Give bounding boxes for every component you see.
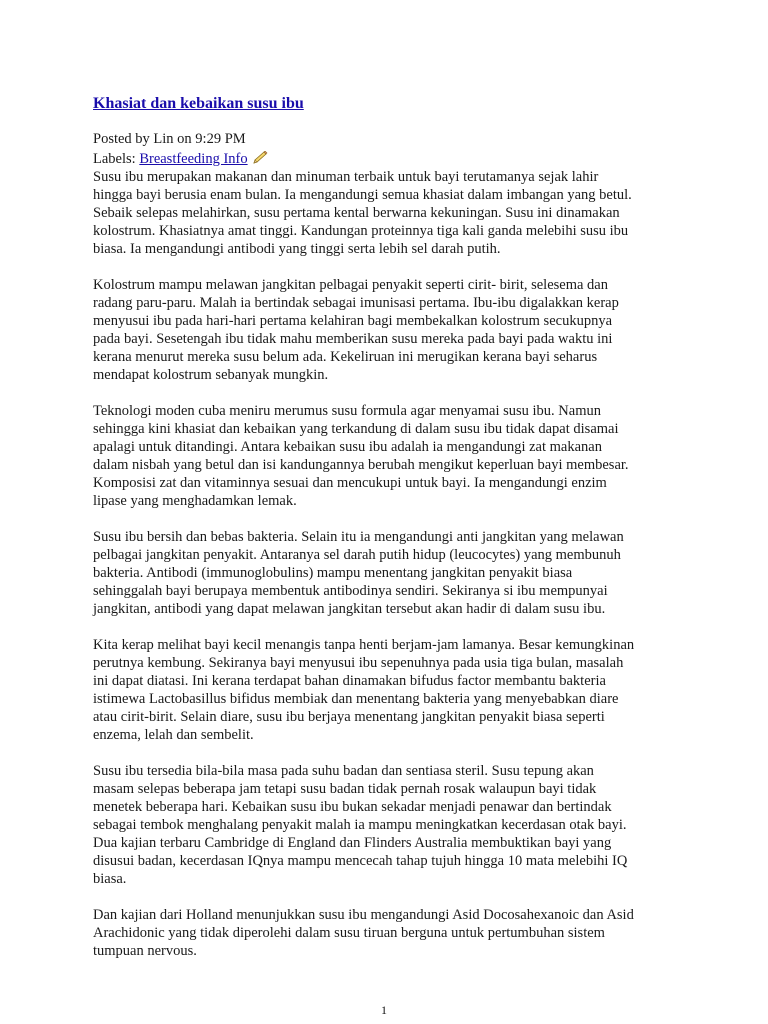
paragraph: Kolostrum mampu melawan jangkitan pelbagai penyakit seperti cirit- birit, selesema dan radang paru-paru. Malah ia bertindak sebagai imunisasi pertama. Ibu-ibu digalakkan kerap menyusui ibu pada hari-hari pertama kelahiran bagi membekalkan kolostrum secukupnya pada bayi. Sesetengah ibu tidak mahu memberikan susu mereka pada bayi pada waktu ini kerana menurut mereka susu belum ada. Kekeliruan ini merugikan kerana bayi seharus mendapat kolostrum sebanyak mungkin. [93,277,619,383]
paragraph: Kita kerap melihat bayi kecil menangis tanpa henti berjam-jam lamanya. Besar kemungkinan perutnya kembung. Sekiranya bayi menyusui ibu sepenuhnya pada usia tiga bulan, masalah ini dapat diatasi. Ini kerana terdapat bahan dinamakan bifudus factor membantu bakteria istimewa Lactobasillus bifidus membiak dan menentang bakteria yang menyebabkan diare atau cirit-birit. Selain diare, susu ibu berjaya menentang jangkitan penyakit biasa seperti enzema, lelah dan sembelit. [93,637,635,743]
labels-prefix: Labels: [93,151,140,167]
post-title-link[interactable]: Khasiat dan kebaikan susu ibu [93,95,304,112]
pencil-icon[interactable] [252,151,268,165]
page-number: 1 [381,1003,387,1017]
post-body [93,168,683,960]
posted-by-line: Posted by Lin on 9:29 PM [93,131,246,147]
document-page [93,94,683,978]
labels-line [93,150,683,168]
label-link-breastfeeding-info[interactable]: Breastfeeding Info [139,151,248,167]
paragraph: Susu ibu bersih dan bebas bakteria. Selain itu ia mengandungi anti jangkitan yang melawan pelbagai jangkitan penyakit. Antaranya sel darah putih hidup (leucocytes) yang membunuh bakteria. Antibodi (immunoglobulins) mampu menentang jangkitan penyakit biasa sehinggalah bayi berupaya membentuk antibodinya sendiri. Sekiranya si ibu mempunyai jangkitan, antibodi yang dapat melawan jangkitan tersebut akan hadir di dalam susu ibu. [93,529,624,617]
paragraph: Teknologi moden cuba meniru merumus susu formula agar menyamai susu ibu. Namun sehingga kini khasiat dan kebaikan yang terkandung di dalam susu ibu tidak dapat disamai apalagi untuk ditandingi. Antara kebaikan susu ibu adalah ia mengandungi zat makanan dalam nisbah yang betul dan isi kandungannya berubah mengikut keperluan bayi membesar. Komposisi zat dan vitaminnya sesuai dan mencukupi untuk bayi. Ia mengandungi enzim lipase yang menghadamkan lemak. [93,403,629,509]
paragraph: Susu ibu tersedia bila-bila masa pada suhu badan dan sentiasa steril. Susu tepung akan masam selepas beberapa jam tetapi susu badan tidak pernah rosak walaupun bayi tidak menetek beberapa hari. Kebaikan susu ibu bukan sekadar menjadi penawar dan bertindak sebagai tembok menghalang penyakit malah ia mampu meningkatkan kecerdasan otak bayi. Dua kajian terbaru Cambridge di England dan Flinders Australia membuktikan bayi yang disusui badan, kecerdasan IQnya mampu mencecah tahap tujuh hingga 10 mata melebihi IQ biasa. [93,763,628,887]
paragraph: Dan kajian dari Holland menunjukkan susu ibu mengandungi Asid Docosahexanoic dan Asid Arachidonic yang tidak diperolehi dalam susu tiruan berguna untuk pertumbuhan sistem tumpuan nervous. [93,907,634,959]
paragraph: Susu ibu merupakan makanan dan minuman terbaik untuk bayi terutamanya sejak lahir hingga bayi berusia enam bulan. Ia mengandungi semua khasiat dalam imbangan yang betul. Sebaik selepas melahirkan, susu pertama kental berwarna kekuningan. Susu ini dinamakan kolostrum. Khasiatnya amat tinggi. Kandungan proteinnya tiga kali ganda melebihi susu ibu biasa. Ia mengandungi antibodi yang tinggi serta lebih sel darah putih. [93,169,632,257]
